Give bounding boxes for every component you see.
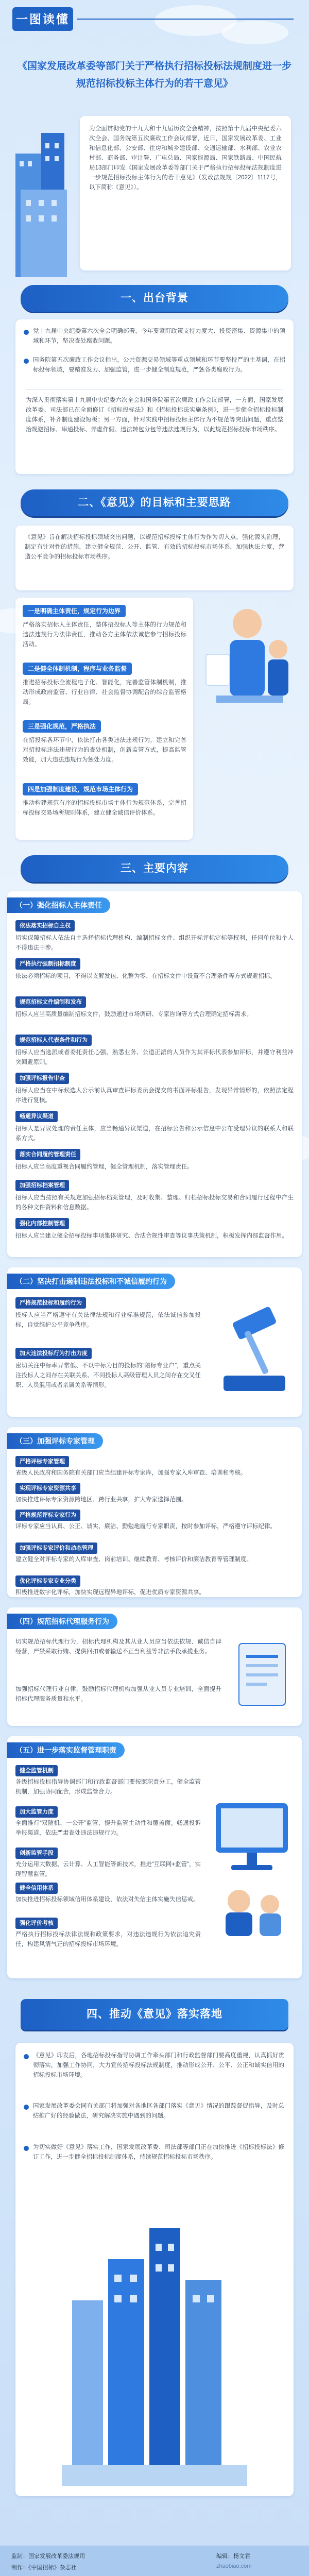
section-1-card	[15, 319, 294, 474]
section-4-card	[15, 2043, 294, 2496]
item-label: 创新监管手段	[15, 1848, 58, 1859]
point-text: 严格落实招标人主体责任，整体招投标人等主体的行为规范和违法违规行为法律责任，推动各方主体依法诚信参与招标投标活动。	[23, 622, 186, 648]
list-item	[15, 1848, 201, 1883]
section-2-header: 二、《意见》的目标和主要思路	[21, 489, 288, 516]
subsection-5-list	[15, 1765, 201, 1959]
section-4-header: 四、推动《意见》落实落地	[21, 1999, 288, 2030]
page-title: 《国家发展改革委等部门关于严格执行招标投标法规制度进一步规范招标投标主体行为的若干意见》	[17, 61, 291, 89]
bullet-icon	[24, 2146, 29, 2151]
building-illustration	[10, 112, 77, 282]
list-item	[15, 1883, 201, 1918]
section-2-intro-card	[15, 526, 294, 590]
item-text: 评标专家应当认真、公正、诚实、廉洁、勤勉地履行专家职责，按时参加评标，严格遵守评标纪律。	[15, 1523, 276, 1530]
item-text: 加强招标代理行业自律，鼓励招标代理机构加强从业人员专业培训，全面提升招标代理服务质量和水平。	[15, 1686, 221, 1702]
item-label: 依法落实招标自主权	[15, 920, 75, 931]
list-item	[15, 1149, 294, 1180]
subsection-1-title: （一）强化招标人主体责任	[7, 897, 110, 913]
list-item	[15, 1456, 294, 1483]
header-rule	[77, 19, 294, 20]
item-label: 加强评标专家评价和动态管理	[15, 1543, 97, 1554]
item-label: 规范招标文件编制和发布	[15, 996, 86, 1008]
document-illustration	[229, 1638, 296, 1716]
people-illustration	[196, 592, 299, 721]
item-label: 加大监管力度	[15, 1806, 58, 1818]
header-tag: 一图读懂	[12, 7, 73, 31]
item-text: 充分运用大数据、云计算、人工智能等新技术，推进“互联网+监管”，实现智慧监管。	[15, 1861, 201, 1877]
list-item	[15, 958, 294, 996]
item-text: 各级招标投标指导协调部门和行政监督部门要按照职责分工，健全监管机制，加强协同配合，形成监管合力。	[15, 1779, 201, 1795]
subsection-4-title: （四）规范招标代理服务行为	[7, 1614, 117, 1629]
subsection-3-title: （三）加强评标专家管理	[7, 1433, 103, 1449]
item-text: 省级人民政府和国务院有关部门应当组建评标专家库，加强专家入库审查、培训和考核。	[15, 1470, 247, 1476]
item-text: 加快推进招标投标领域信用体系建设，依法对失信主体实施失信惩戒。	[15, 1896, 199, 1903]
point-text: 推动构建规范有序的招标投标市场主体行为规范体系，完善招标投标交易场所规则体系，建立健全诚信评价体系。	[23, 800, 186, 816]
item-text: 招标人应当在中标候选人公示前认真审查评标委员会提交的书面评标报告，发现异常情形的，依照法定程序进行复核。	[15, 1088, 294, 1104]
subsection-5-card	[7, 1736, 302, 1978]
item-text: 招标人是异议处理的责任主体，应当畅通异议渠道，在招标公告和公示信息中公布受理异议的联系人和联系方式。	[15, 1126, 294, 1142]
item-label: 严格评标专家管理	[15, 1456, 69, 1467]
item-label: 优化评标专家专业分类	[15, 1575, 80, 1587]
item-label: 加强招标档案管理	[15, 1180, 69, 1191]
item-label: 畅通异议渠道	[15, 1111, 58, 1122]
list-item	[15, 1218, 294, 1256]
subsection-1-card	[7, 891, 302, 1257]
item-text: 密切关注中标率异常低、不以中标为目的投标的“陪标专业户”，重点关注投标人之间存在关联关系、不同投标人高级管理人员之间存在交叉任职、人员混用或者亲属关系等情形。	[15, 1363, 201, 1388]
item-label: 严格执行强制招标制度	[15, 958, 80, 970]
divider	[26, 389, 283, 390]
item-text: 招标人应当建立健全招标投标事项集体研究、合法合规性审查等议事决策机制，积极发挥内部监督作用。	[15, 1233, 288, 1239]
bullet-icon	[24, 330, 29, 335]
item-text: 切实规范招标代理行为，招标代理机构及其从业人员应当依法依规、诚信自律经营，严禁采取行贿、提供回扣或者输送不正当利益等非法手段承揽业务。	[15, 1639, 221, 1655]
item-label: 强化内部控制管理	[15, 1218, 69, 1229]
intro-text: 为全面贯彻党的十九大和十九届历次全会精神，按照第十九届中央纪委六次全会、国务院第五次廉政工作会议部署，近日，国家发展改革委、工业和信息化部、公安部、住房和城乡建设部、交通运输部、水利部、农业农村部、商务部、审计署、广电总局、国家能源局、国家铁路局、中国民航局13部门印发《国家发展改革委等部门关于严格执行招标投标法规制度进一步规范招标投标主体行为的若干意见》（发改法规规〔2022〕1117号，以下简称《意见》）。	[89, 126, 282, 191]
implementation-paragraph-2: 国家发展改革委会同有关部门将加强对各地区各部门落实《意见》情况的跟踪督促指导，及时总结推广好的经验做法，研究解决实施中遇到的问题。	[33, 2103, 284, 2119]
subsection-3-card	[7, 1427, 302, 1597]
list-item	[15, 1483, 294, 1510]
item-text: 加快推进评标专家资源跨地区、跨行业共享，扩大专家选择范围。	[15, 1497, 187, 1503]
implementation-paragraph-3: 为切实做好《意见》落实工作，国家发展改革委、司法部等部门正在加快推进《招标投标法》修订工作，进一步健全招标投标制度体系，持续规范招标投标市场秩序。	[33, 2144, 284, 2160]
item-label: 严格规范投标和履约行为	[15, 1297, 86, 1309]
item-label: 实现评标专家资源共享	[15, 1483, 80, 1494]
implementation-paragraph-1: 《意见》印发后，各地招标投标指导协调工作牵头部门和行政监督部门要高度重视，认真抓好贯彻落实，加强工作协同，大力宣传招标投标法规制度，推动形成公开、公平、公正和诚实信用的招标投标市场环境。	[33, 2053, 284, 2078]
list-item	[15, 1035, 294, 1073]
list-item	[15, 1765, 201, 1806]
footer-producer: 监制：国家发展改革委法规司	[11, 2553, 85, 2560]
item-label: 加大违法投标行为打击力度	[15, 1348, 92, 1359]
list-item	[15, 1543, 294, 1575]
list-item	[15, 996, 294, 1035]
monitor-illustration	[208, 1783, 296, 1937]
list-item	[15, 920, 294, 958]
point-text: 在招投标各环节中，依法打击各类违法违规行为，建立和完善对招投标违法违规行为的查处机制，创新监管方式，提高监管效能，加大违法违规行为惩处力度。	[23, 737, 186, 763]
point-label: 三是强化规范，严格执法	[23, 720, 101, 733]
point-label: 一是明确主体责任，规定行为边界	[23, 605, 126, 617]
item-text: 招标人应当按照有关规定加强招标档案管理，及时收集、整理、归档招标投标交易和合同履行过程中产生的各种文件资料和信息数据。	[15, 1195, 294, 1211]
hammer-illustration	[213, 1298, 296, 1401]
footer	[0, 2546, 309, 2576]
background-paragraph-3: 为深入贯彻落实第十九届中央纪委六次全会和国务院第五次廉政工作会议部署，一方面，国家发展改革委、司法部已在全面修订《招标投标法》和《招标投标法实施条例》，进一步健全招标投标制度体系，补齐制度建设短板；另一方面，针对实践中招标投标主体行为不规范等突出问题，重点整治规避招标、串通投标、弄虚作假、违法转包分包等违法违规行为，以此规范招标投标市场秩序。	[26, 397, 283, 433]
list-item	[15, 1111, 294, 1149]
item-text: 全面推行“双随机、一公开”监管，提升监管主动性和覆盖面。畅通投诉举报渠道，依法严肃查处违法违规行为。	[15, 1820, 201, 1836]
item-label: 严格规范评标专家行为	[15, 1510, 80, 1521]
item-text: 投标人应当严格遵守有关法律法规和行业标准规范，依法诚信参加投标，自觉维护公平竞争秩序。	[15, 1312, 201, 1328]
item-label: 落实合同履约管理责任	[15, 1149, 80, 1160]
intro-card	[80, 116, 291, 270]
item-label: 强化评价考核	[15, 1918, 58, 1929]
city-skyline-illustration	[62, 2197, 247, 2486]
background-paragraph-2: 国务院第五次廉政工作会议指出，公共资源交易领域等重点领域和环节要坚持严的主基调，在招标投标领域，要精准发力、加强监管，进一步健全制度规范，严惩各类腐败行为。	[33, 357, 285, 373]
cloud-decoration	[221, 21, 288, 44]
item-text: 招标人应当选派或者委托责任心强、熟悉业务、公道正派的人员作为其评标代表参加评标，并遵守利益冲突回避原则。	[15, 1049, 294, 1065]
item-text: 切实保障招标人依法自主选择招标代理机构、编制招标文件、组织开标评标定标等权利，任何单位和个人不得违法干涉。	[15, 935, 294, 951]
item-label: 规范招标人代表条件和行为	[15, 1035, 92, 1046]
item-text: 严格执行招标投标法律法规和政策要求，对违法违规行为依法追究责任，构建风清气正的招标投标市场环境。	[15, 1931, 201, 1947]
footer-editor: 编辑：杨文君	[216, 2553, 250, 2560]
list-item	[15, 1510, 294, 1543]
list-item	[15, 1918, 201, 1959]
subsection-2-card	[7, 1267, 302, 1417]
item-text: 招标人应当高质量编制招标文件，鼓励通过市场调研、专家咨询等方式合理确定招标需求。	[15, 1011, 252, 1018]
bullet-icon	[24, 2054, 29, 2059]
subsection-2-title: （二）坚决打击遏制违法投标和不诚信履约行为	[7, 1274, 175, 1289]
bullet-icon	[24, 359, 29, 364]
item-text: 建立健全对评标专家的入库审查、岗前培训、继续教育、考核评价和廉洁教育等管理制度。	[15, 1556, 252, 1563]
item-text: 依法必须招标的项目，不得以支解发包、化整为零、在招标文件中设置不合理条件等方式规避招标。	[15, 973, 276, 979]
point-label: 二是健全体制机制，程序与业务监督	[23, 663, 132, 675]
item-label: 健全信用体系	[15, 1883, 58, 1894]
footer-maker: 制作：《中国招标》杂志社	[11, 2565, 77, 2571]
item-text: 招标人应当高度重视合同履约管理，健全管理机制，落实管理责任。	[15, 1164, 193, 1170]
background-paragraph-1: 党十九届中央纪委第六次全会明确部署，今年要紧盯政策支持力度大、投资密集、资源集中的领域和环节，坚决查处腐败问题。	[33, 328, 285, 344]
footer-site: zhaobiao.com	[216, 2563, 252, 2569]
goals-points-card	[15, 598, 193, 840]
subsection-1-list	[15, 920, 294, 1256]
point-text: 推进招标投标全流程电子化、智能化，完善监管体制机制，推动形成政府监管、行业自律、社会监督协调配合的综合监管格局。	[23, 680, 186, 705]
point-label: 四是加强制度建设，规范市场主体行为	[23, 783, 138, 795]
item-text: 积极推进数字化评标，加快实现远程异地评标，促进优质专家资源共享。	[15, 1589, 205, 1596]
section-3-header: 三、主要内容	[21, 855, 288, 882]
subsection-5-title: （五）进一步落实监督管理职责	[7, 1742, 125, 1758]
list-item	[15, 1073, 294, 1111]
item-label: 加强评标报告审查	[15, 1073, 69, 1084]
subsection-3-list	[15, 1456, 294, 1602]
item-label: 健全监管机制	[15, 1765, 58, 1776]
subsection-4-card	[7, 1607, 302, 1726]
list-item	[15, 1575, 294, 1602]
list-item	[15, 1806, 201, 1848]
goals-paragraph: 《意见》旨在解决招标投标领域突出问题，以规范招标投标主体行为作为切入点，强化源头治理，制定有针对性的措施，建立健全规范、公开、监管、有效的招标投标市场体系，加强执法力度，营造公平竞争的招标投标市场秩序。	[25, 534, 284, 560]
bullet-icon	[24, 2105, 29, 2110]
section-1-header: 一、出台背景	[21, 285, 288, 312]
list-item	[15, 1180, 294, 1218]
